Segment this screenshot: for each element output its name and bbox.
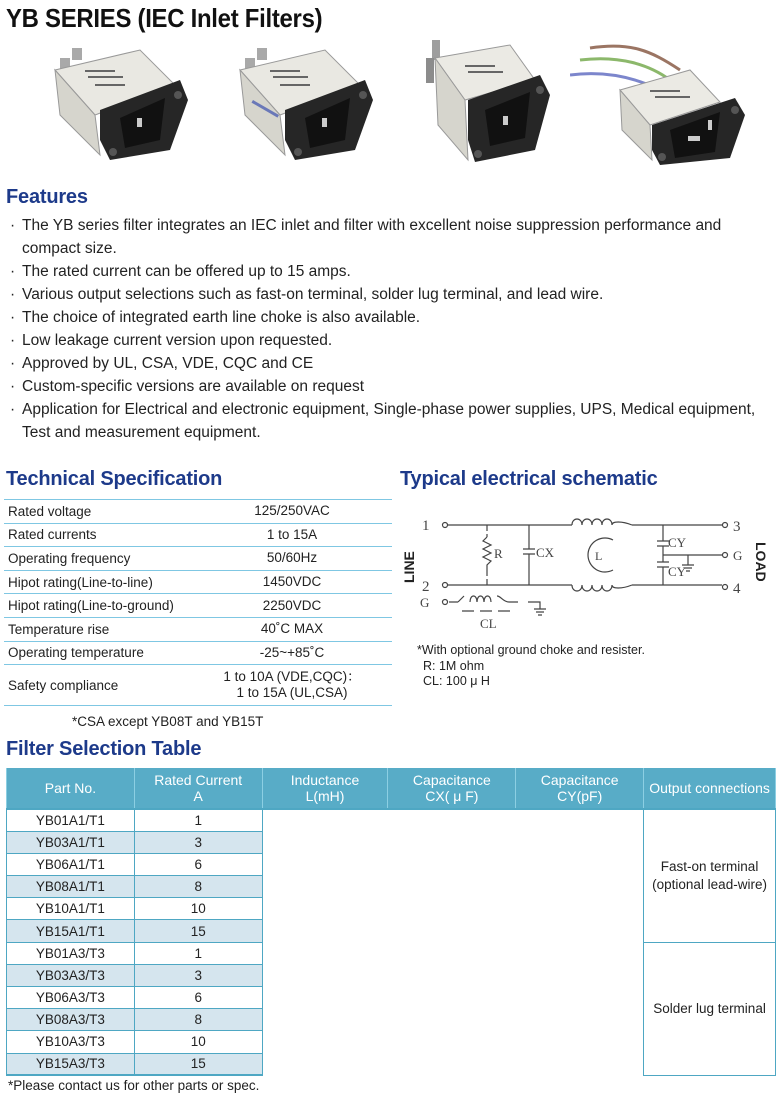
feature-item: · Application for Electrical and electronic equipment, Single-phase power supplies, UPS, Medical equipment, Test and measurement equipment. bbox=[8, 398, 778, 444]
spec-value: 125/250VAC bbox=[192, 500, 392, 524]
tech-spec-table bbox=[4, 499, 392, 706]
schematic-notes: *With optional ground choke and resister. R: 1M ohm CL: 100 μ H bbox=[417, 643, 645, 688]
spec-row bbox=[4, 570, 392, 594]
table-row: YB08A1/T1 8 bbox=[7, 876, 776, 898]
terminal-g-in bbox=[443, 600, 448, 605]
output-group-fast-on: Fast-on terminal (optional lead-wire) bbox=[644, 809, 776, 942]
cx-label: CX bbox=[536, 545, 555, 560]
choke-coil-bottom bbox=[572, 585, 632, 591]
feature-item: · The YB series filter integrates an IEC inlet and filter with excellent noise suppression performance and compact size. bbox=[8, 214, 778, 260]
table-row: YB10A1/T1 10 bbox=[7, 898, 776, 920]
spec-row bbox=[4, 665, 392, 706]
feature-item: · The rated current can be offered up to 15 amps. bbox=[8, 260, 778, 283]
table-row: YB03A1/T1 3 bbox=[7, 831, 776, 853]
terminal-g-out bbox=[723, 553, 728, 558]
spec-row bbox=[4, 641, 392, 665]
table-row: YB15A3/T3 15 bbox=[7, 1053, 776, 1075]
spec-value: 2250VDC bbox=[192, 594, 392, 618]
feature-item: · The choice of integrated earth line choke is also available. bbox=[8, 306, 778, 329]
product-photo-4 bbox=[570, 40, 770, 165]
pin-3-label: 3 bbox=[733, 519, 741, 535]
col-part-no: Part No. bbox=[7, 768, 135, 809]
col-rated-current: Rated Current A bbox=[134, 768, 262, 809]
schematic-heading: Typical electrical schematic bbox=[400, 468, 658, 490]
tech-spec-heading: Technical Specification bbox=[6, 468, 223, 490]
bullet-icon: · bbox=[10, 309, 16, 326]
product-photo-3 bbox=[410, 40, 560, 165]
table-row: YB06A3/T3 6 bbox=[7, 987, 776, 1009]
pin-2-label: 2 bbox=[422, 579, 430, 595]
pin-4-label: 4 bbox=[733, 581, 741, 597]
col-inductance: Inductance L(mH) bbox=[262, 768, 388, 809]
capacitor-cx bbox=[523, 525, 535, 585]
spec-label: Operating temperature bbox=[4, 641, 192, 665]
spec-value: 1450VDC bbox=[192, 570, 392, 594]
spec-row bbox=[4, 594, 392, 618]
feature-item: · Low leakage current version upon requested. bbox=[8, 329, 778, 352]
bullet-icon: · bbox=[10, 263, 16, 280]
product-photo-2 bbox=[225, 40, 375, 165]
terminal-3 bbox=[723, 523, 728, 528]
contact-note: *Please contact us for other parts or spec. bbox=[8, 1078, 260, 1093]
col-output-connections: Output connections bbox=[644, 768, 776, 809]
terminal-4 bbox=[723, 585, 728, 590]
electrical-schematic bbox=[400, 505, 780, 645]
filter-selection-table bbox=[6, 768, 776, 1076]
bullet-icon: · bbox=[10, 355, 16, 372]
col-capacitance-cx: Capacitance CX( μ F) bbox=[388, 768, 516, 809]
table-row: YB01A1/T1 1 Fast-on terminal (optional lead-wire) bbox=[7, 809, 776, 831]
feature-item: · Custom-specific versions are available on request bbox=[8, 375, 778, 398]
spec-value: 1 to 10A (VDE,CQC)： 1 to 15A (UL,CSA) bbox=[192, 665, 392, 706]
bullet-icon: · bbox=[10, 286, 16, 303]
spec-label: Safety compliance bbox=[4, 665, 192, 706]
cy1-label: CY bbox=[668, 535, 687, 550]
bullet-icon: · bbox=[10, 332, 16, 349]
pin-g-out-label: G bbox=[733, 548, 743, 563]
r-label: R bbox=[494, 546, 503, 561]
features-list bbox=[8, 214, 778, 444]
table-row: YB03A3/T3 3 bbox=[7, 964, 776, 986]
spec-label: Operating frequency bbox=[4, 547, 192, 571]
spec-label: Temperature rise bbox=[4, 617, 192, 641]
table-row: YB01A3/T3 1 Solder lug terminal bbox=[7, 942, 776, 964]
spec-row bbox=[4, 523, 392, 547]
spec-row bbox=[4, 617, 392, 641]
terminal-2 bbox=[443, 583, 448, 588]
spec-label: Hipot rating(Line-to-line) bbox=[4, 570, 192, 594]
load-label: LOAD bbox=[753, 542, 769, 582]
col-capacitance-cy: Capacitance CY(pF) bbox=[516, 768, 644, 809]
terminal-1 bbox=[443, 523, 448, 528]
l-label: L bbox=[595, 549, 603, 563]
cy2-label: CY bbox=[668, 564, 687, 579]
spec-row bbox=[4, 547, 392, 571]
spec-row bbox=[4, 500, 392, 524]
feature-item: · Approved by UL, CSA, VDE, CQC and CE bbox=[8, 352, 778, 375]
pin-1-label: 1 bbox=[422, 518, 430, 534]
pin-g-in-label: G bbox=[420, 595, 430, 610]
spec-label: Hipot rating(Line-to-ground) bbox=[4, 594, 192, 618]
bullet-icon: · bbox=[10, 217, 16, 234]
table-row: YB10A3/T3 10 bbox=[7, 1031, 776, 1053]
table-row: YB06A1/T1 6 bbox=[7, 853, 776, 875]
line-label: LINE bbox=[401, 551, 417, 583]
selection-heading: Filter Selection Table bbox=[6, 738, 202, 760]
page-title: YB SERIES (IEC Inlet Filters) bbox=[6, 3, 323, 33]
output-group-solder-lug: Solder lug terminal bbox=[644, 942, 776, 1075]
cl-label: CL bbox=[480, 616, 497, 631]
bullet-icon: · bbox=[10, 401, 16, 418]
choke-coil-top bbox=[572, 519, 632, 525]
spec-value: 1 to 15A bbox=[192, 523, 392, 547]
ground-choke-cl bbox=[449, 596, 518, 611]
spec-label: Rated voltage bbox=[4, 500, 192, 524]
ground-in bbox=[528, 602, 546, 615]
feature-item: · Various output selections such as fast-on terminal, solder lug terminal, and lead wire. bbox=[8, 283, 778, 306]
csa-note: *CSA except YB08T and YB15T bbox=[72, 714, 264, 729]
spec-value: -25~+85˚C bbox=[192, 641, 392, 665]
table-row: YB15A1/T1 15 bbox=[7, 920, 776, 942]
resistor-symbol bbox=[483, 537, 491, 570]
features-heading: Features bbox=[6, 186, 88, 208]
table-header-row bbox=[7, 768, 776, 809]
spec-value: 40˚C MAX bbox=[192, 617, 392, 641]
bullet-icon: · bbox=[10, 378, 16, 395]
spec-label: Rated currents bbox=[4, 523, 192, 547]
table-row: YB08A3/T3 8 bbox=[7, 1009, 776, 1031]
product-photos bbox=[0, 40, 780, 180]
spec-value: 50/60Hz bbox=[192, 547, 392, 571]
product-photo-1 bbox=[40, 40, 190, 165]
